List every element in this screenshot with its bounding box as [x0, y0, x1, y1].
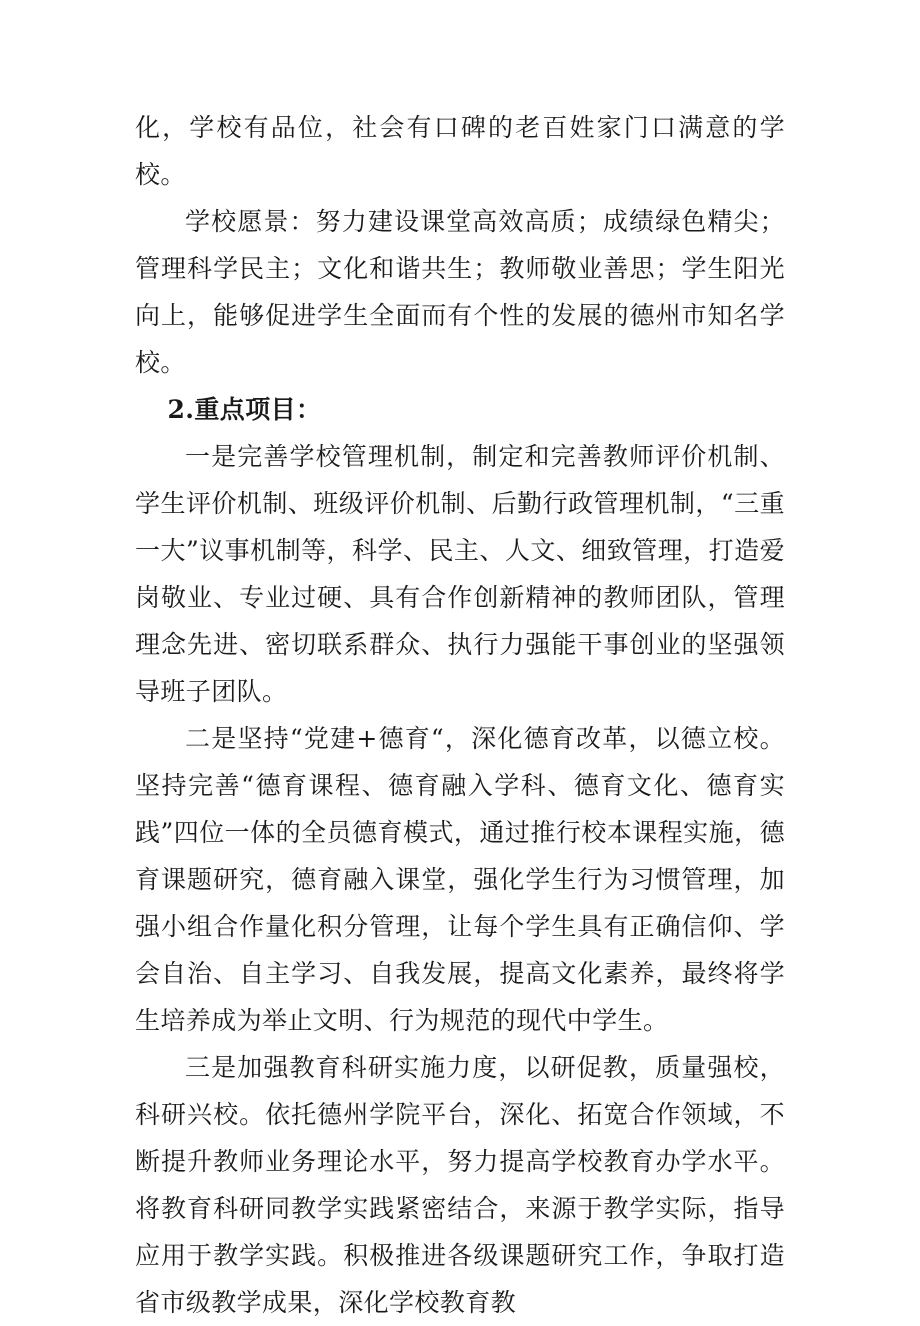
paragraph-project-three: 三是加强教育科研实施力度，以研促教，质量强校，科研兴校。依托德州学院平台，深化、拓宽合作领域，不断提升教师业务理论水平，努力提高学校教育办学水平。将教育科研同教学实践紧密结合，来源于教学实际，指导应用于教学实践。积极推进各级课题研究工作，争取打造省市级教学成果，深化学校教育教 — [135, 1053, 785, 1317]
paragraph-project-one: 一是完善学校管理机制，制定和完善教师评价机制、学生评价机制、班级评价机制、后勤行政管理机制，“三重一大”议事机制等，科学、民主、人文、细致管理，打造爱岗敬业、专业过硬、具有合作创新精神的教师团队，管理理念先进、密切联系群众、执行力强能干事创业的坚强领导班子团队。 — [135, 442, 785, 706]
paragraph-project-two: 二是坚持“党建+德育“，深化德育改革，以德立校。坚持完善“德育课程、德育融入学科、德育文化、德育实践”四位一体的全员德育模式，通过推行校本课程实施，德育课题研究，德育融入课堂，强化学生行为习惯管理，加强小组合作量化积分管理，让每个学生具有正确信仰、学会自治、自主学习、自我发展，提高文化素养，最终将学生培养成为举止文明、行为规范的现代中学生。 — [135, 724, 785, 1035]
paragraph-school-vision: 学校愿景：努力建设课堂高效高质；成绩绿色精尖；管理科学民主；文化和谐共生；教师敬业善思；学生阳光向上，能够促进学生全面而有个性的发展的德州市知名学校。 — [135, 207, 785, 377]
section-heading-key-projects: 2.重点项目： — [167, 395, 322, 424]
document-body — [135, 104, 785, 1326]
paragraph-continuation: 化，学校有品位，社会有口碑的老百姓家门口满意的学校。 — [135, 113, 785, 189]
